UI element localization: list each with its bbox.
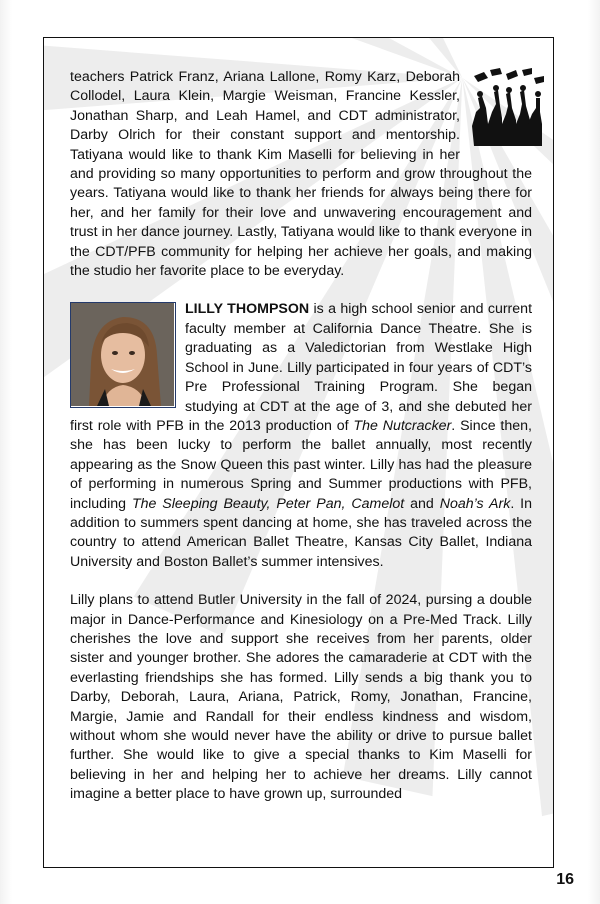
tatiyana-bio-continuation: teachers Patrick Franz, Ariana Lallone, Romy Karz, Deborah Collodel, Laura Klein, Margie Weisman, Francine Kessler, Jonathan Sharp, and Leah Hamel, and CDT administrator, Darby Olrich for their constant support and mentorship. Tatiyana would like to thank Kim Maselli for believing in her and providing so many opportunities to perform and grow throughout the years. Tatiyana would like to thank her friends for always being there for her, and her family for their love and unwavering encouragement and trust in her dance journey. Lastly, Tatiyana would like to thank everyone in the CDT/PFB community for helping her achieve her goals, and making the studio her favorite place to be everyday.	[70, 69, 532, 280]
portrait-image	[71, 303, 174, 406]
page-number: 16	[556, 871, 574, 888]
page-frame	[43, 37, 554, 868]
title-productions: The Sleeping Beauty, Peter Pan, Camelot	[131, 495, 405, 512]
lilly-thompson-bio: LILLY THOMPSON is a high school senior and current faculty member at California Dance Theatre. She is graduating as a Valedictorian from Westlake High School in June. Lilly participated in four years of CDT’s Pre Professional Training Program. She began studying at CDT at the age of 3, and she debuted her first role with PFB in the 2013 production of The Nutcracker. Since then, she has been lucky to perform the ballet annually, most recently appearing as the Snow Queen this past winter. Lilly has had the pleasure of performing in numerous Spring and Summer productions with PFB, including The Sleeping Beauty, Peter Pan, Camelot and Noah’s Ark. In addition to summers spent dancing at home, she has traveled across the country to attend American Ballet Theatre, Kansas City Ballet, Indiana University and Boston Ballet’s summer intensives.	[70, 301, 533, 570]
page-content	[70, 68, 532, 805]
lilly-thompson-name: LILLY THOMPSON	[185, 301, 310, 318]
title-noahs-ark: Noah’s Ark	[439, 495, 511, 512]
lilly-thompson-photo	[70, 302, 176, 408]
graduation-silhouette-icon	[466, 68, 548, 146]
title-the-nutcracker: The Nutcracker	[353, 417, 452, 434]
lilly-thompson-plans: Lilly plans to attend Butler University in the fall of 2024, pursing a double major in Dance-Performance and Kinesiology on a Pre-Med Track. Lilly cherishes the love and support she receives from her parents, older sister and younger brother. She adores the camaraderie at CDT with the everlasting friendships she has formed. Lilly sends a big thank you to Darby, Deborah, Laura, Ariana, Patrick, Romy, Jonathan, Francine, Margie, Jamie and Randall for their endless kindness and wisdom, without whom she would never have the ability or drive to pursue ballet further. She would like to give a special thanks to Kim Maselli for believing in her and helping her to achieve her dreams. Lilly cannot imagine a better place to have grown up, surrounded	[70, 592, 532, 803]
